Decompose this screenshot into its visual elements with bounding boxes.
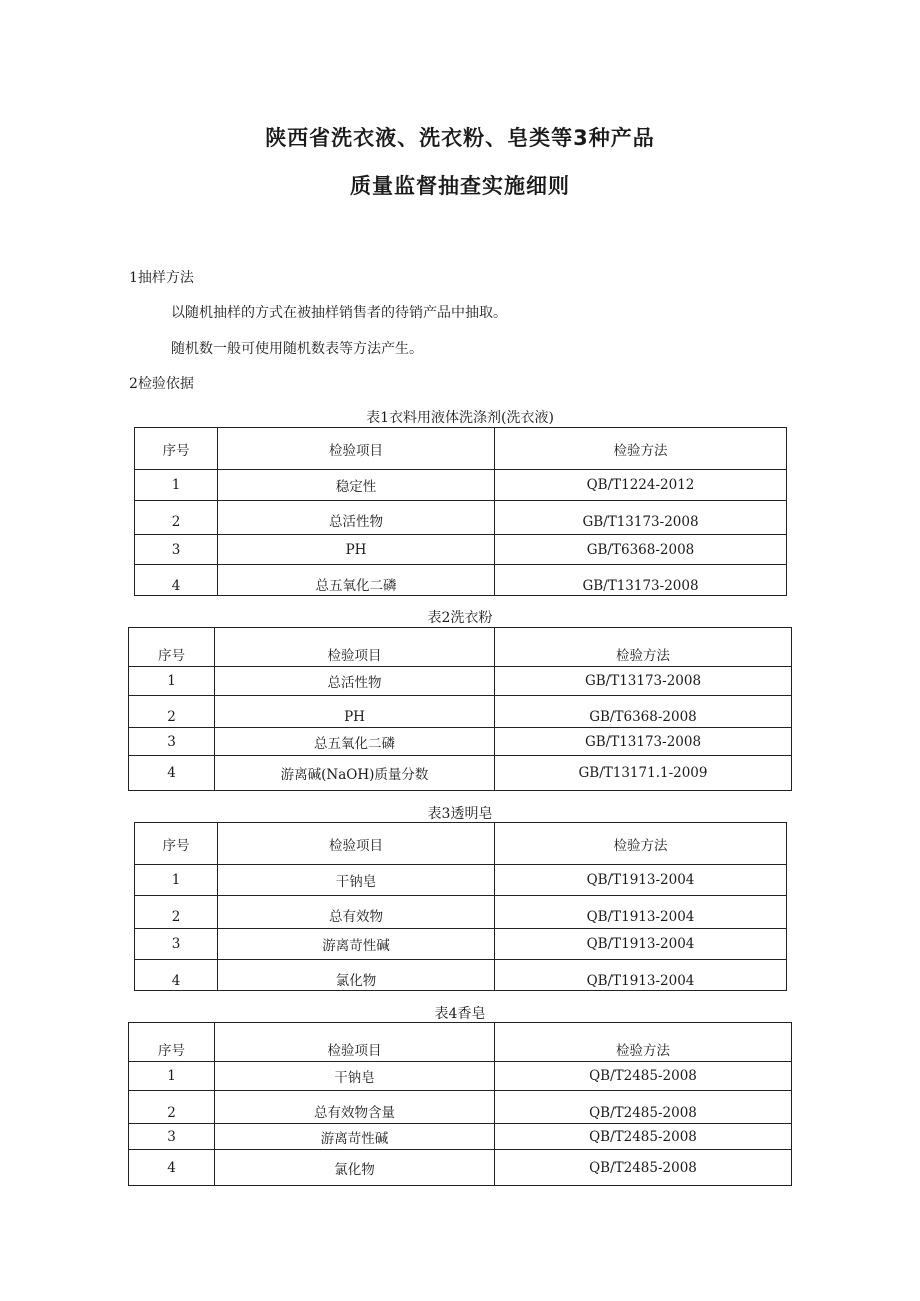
table-4 bbox=[128, 1022, 792, 1186]
table-cell: 总活性物 bbox=[218, 501, 495, 535]
table-cell: 总有效物含量 bbox=[215, 1091, 495, 1124]
section-1-paragraph-1: 以随机抽样的方式在被抽样销售者的待销产品中抽取。 bbox=[171, 305, 507, 321]
table-cell: QB/T2485-2008 bbox=[495, 1091, 792, 1124]
table-cell: 总五氧化二磷 bbox=[215, 728, 495, 756]
table-cell: 4 bbox=[135, 960, 218, 991]
table-cell: 2 bbox=[135, 501, 218, 535]
table-cell: PH bbox=[215, 696, 495, 728]
table-row bbox=[129, 728, 792, 756]
table-row bbox=[135, 565, 787, 596]
table-cell: 3 bbox=[135, 535, 218, 565]
table-cell: 1 bbox=[129, 1062, 215, 1091]
table-4-caption: 表4香皂 bbox=[434, 1006, 486, 1022]
table-header-row bbox=[129, 628, 792, 667]
table-1-caption: 表1衣料用液体洗涤剂(洗衣液) bbox=[366, 410, 554, 426]
section-1-heading: 1抽样方法 bbox=[129, 270, 194, 286]
header-cell: 序号 bbox=[135, 428, 218, 470]
table-cell: 4 bbox=[135, 565, 218, 596]
table-cell: GB/T6368-2008 bbox=[495, 535, 787, 565]
table-cell: 1 bbox=[135, 865, 218, 896]
table-cell: 总活性物 bbox=[215, 667, 495, 696]
table-cell: QB/T1913-2004 bbox=[495, 960, 787, 991]
table-2-caption: 表2洗衣粉 bbox=[427, 610, 493, 626]
table-cell: 游离苛性碱 bbox=[215, 1124, 495, 1150]
table-cell: QB/T2485-2008 bbox=[495, 1124, 792, 1150]
table-row bbox=[135, 960, 787, 991]
table-row bbox=[129, 1062, 792, 1091]
table-row bbox=[129, 667, 792, 696]
table-cell: 氯化物 bbox=[215, 1150, 495, 1186]
table-cell: QB/T1913-2004 bbox=[495, 865, 787, 896]
section-1-paragraph-2: 随机数一般可使用随机数表等方法产生。 bbox=[171, 341, 423, 357]
table-row bbox=[135, 470, 787, 501]
table-3-caption: 表3透明皂 bbox=[427, 806, 493, 822]
table-2 bbox=[128, 627, 792, 791]
table-cell: 总五氧化二磷 bbox=[218, 565, 495, 596]
table-cell: QB/T1913-2004 bbox=[495, 929, 787, 960]
table-cell: GB/T13173-2008 bbox=[495, 728, 792, 756]
table-cell: GB/T13173-2008 bbox=[495, 501, 787, 535]
table-header-row bbox=[135, 823, 787, 865]
table-cell: 3 bbox=[135, 929, 218, 960]
document-title-line-2: 质量监督抽查实施细则 bbox=[350, 174, 570, 198]
table-cell: PH bbox=[218, 535, 495, 565]
table-header-row bbox=[135, 428, 787, 470]
table-cell: 1 bbox=[135, 470, 218, 501]
section-2-heading: 2检验依据 bbox=[129, 376, 194, 392]
header-cell: 序号 bbox=[135, 823, 218, 865]
document-title-line-1: 陕西省洗衣液、洗衣粉、皂类等3种产品 bbox=[265, 126, 655, 150]
header-cell: 序号 bbox=[129, 628, 215, 667]
header-cell: 检验方法 bbox=[495, 628, 792, 667]
table-header-row bbox=[129, 1023, 792, 1062]
table-cell: GB/T6368-2008 bbox=[495, 696, 792, 728]
table-row bbox=[135, 896, 787, 929]
table-cell: 氯化物 bbox=[218, 960, 495, 991]
table-row bbox=[129, 756, 792, 791]
table-row bbox=[129, 1091, 792, 1124]
table-3 bbox=[134, 822, 787, 991]
table-row bbox=[129, 1150, 792, 1186]
table-row bbox=[135, 501, 787, 535]
table-cell: 4 bbox=[129, 756, 215, 791]
table-1 bbox=[134, 427, 787, 596]
table-cell: 游离苛性碱 bbox=[218, 929, 495, 960]
table-cell: GB/T13171.1-2009 bbox=[495, 756, 792, 791]
table-cell: QB/T2485-2008 bbox=[495, 1150, 792, 1186]
header-cell: 检验方法 bbox=[495, 1023, 792, 1062]
table-row bbox=[129, 696, 792, 728]
table-cell: 游离碱(NaOH)质量分数 bbox=[215, 756, 495, 791]
table-cell: 稳定性 bbox=[218, 470, 495, 501]
table-cell: 3 bbox=[129, 1124, 215, 1150]
header-cell: 检验项目 bbox=[218, 823, 495, 865]
header-cell: 检验方法 bbox=[495, 428, 787, 470]
table-cell: GB/T13173-2008 bbox=[495, 667, 792, 696]
header-cell: 检验项目 bbox=[218, 428, 495, 470]
table-cell: 2 bbox=[129, 1091, 215, 1124]
table-cell: 总有效物 bbox=[218, 896, 495, 929]
table-row bbox=[135, 535, 787, 565]
table-row bbox=[135, 929, 787, 960]
table-cell: QB/T1224-2012 bbox=[495, 470, 787, 501]
header-cell: 检验项目 bbox=[215, 628, 495, 667]
table-cell: QB/T1913-2004 bbox=[495, 896, 787, 929]
table-row bbox=[129, 1124, 792, 1150]
header-cell: 序号 bbox=[129, 1023, 215, 1062]
table-cell: 2 bbox=[135, 896, 218, 929]
header-cell: 检验方法 bbox=[495, 823, 787, 865]
table-cell: QB/T2485-2008 bbox=[495, 1062, 792, 1091]
table-cell: 4 bbox=[129, 1150, 215, 1186]
table-cell: 3 bbox=[129, 728, 215, 756]
header-cell: 检验项目 bbox=[215, 1023, 495, 1062]
table-cell: 干钠皂 bbox=[215, 1062, 495, 1091]
table-cell: 2 bbox=[129, 696, 215, 728]
table-cell: 1 bbox=[129, 667, 215, 696]
table-cell: 干钠皂 bbox=[218, 865, 495, 896]
table-cell: GB/T13173-2008 bbox=[495, 565, 787, 596]
table-row bbox=[135, 865, 787, 896]
